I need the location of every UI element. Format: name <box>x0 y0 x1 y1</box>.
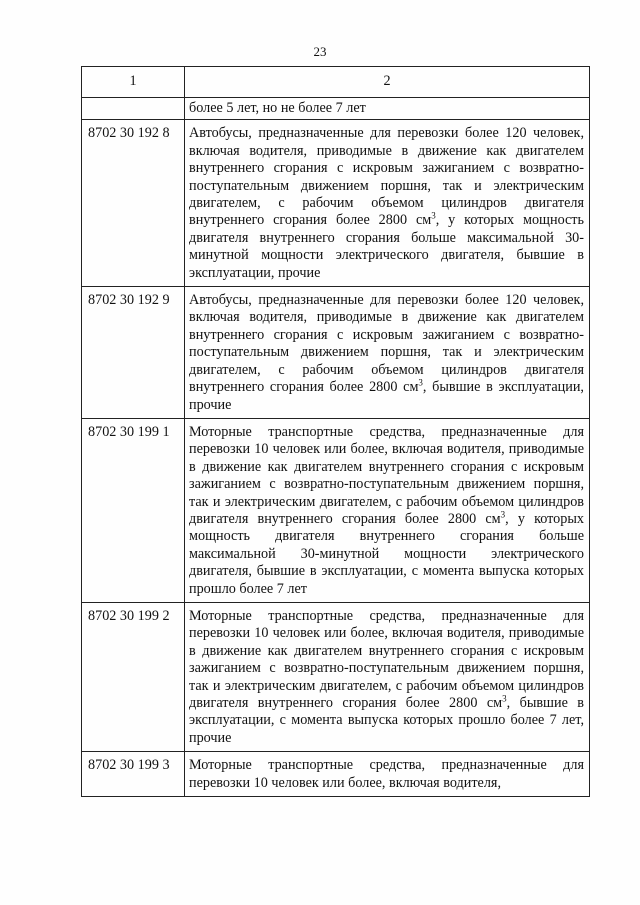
description-text: Моторные транспортные средства, предназначенные для перевозки 10 человек или более, включая водителя, <box>189 757 584 791</box>
commodity-code: 8702 30 199 3 <box>82 752 185 797</box>
description-text-tail: , бывшие в эксплуатации, с момента выпуска которых прошло более 7 лет, прочие <box>189 695 584 746</box>
description-text: Автобусы, предназначенные для перевозки более 120 человек, включая водителя, приводимые в движение как двигателем внутреннего сгорания с искровым зажиганием с возвратно-поступательным движением поршня, так и электрическим двигателем, с рабочим объемом цилиндров двигателя внутреннего сгорания более 2800 см <box>189 125 584 229</box>
table-header-row <box>82 67 590 98</box>
description-text-tail: , у которых мощность двигателя внутреннего сгорания больше максимальной 30-минутной мощности электрического двигателя, бывшие в эксплуатации, с момента выпуска которых прошло более 7 лет <box>189 510 584 597</box>
commodity-description <box>185 418 590 602</box>
table-row <box>82 602 590 751</box>
unit-superscript: 3 <box>418 377 423 388</box>
commodity-code: 8702 30 199 1 <box>82 418 185 602</box>
unit-superscript: 3 <box>500 509 506 520</box>
description-text: Моторные транспортные средства, предназначенные для перевозки 10 человек или более, включая водителя, приводимые в движение как двигателем внутреннего сгорания с искровым зажиганием с возвратно-поступательным движением поршня, так и электрическим двигателем, с рабочим объемом цилиндров двигателя внутреннего сгорания более 2800 см <box>189 423 584 527</box>
continuation-text: более 5 лет, но не более 7 лет <box>185 98 590 120</box>
description-text-tail: , бывшие в эксплуатации, прочие <box>189 379 584 413</box>
unit-superscript: 3 <box>502 693 507 704</box>
description-text: Автобусы, предназначенные для перевозки более 120 человек, включая водителя, приводимые в движение как двигателем внутреннего сгорания с искровым зажиганием с возвратно-поступательным движением поршня, так и электрическим двигателем, с рабочим объемом цилиндров двигателя внутреннего сгорания более 2800 см <box>189 292 584 396</box>
table-row <box>82 418 590 602</box>
tariff-table <box>81 66 590 797</box>
description-text-tail: , у которых мощность двигателя внутреннего сгорания больше максимальной 30-минутной мощности электрического двигателя, бывшие в эксплуатации, прочие <box>189 212 584 281</box>
commodity-description <box>185 602 590 751</box>
page-number: 23 <box>313 44 327 59</box>
commodity-code: 8702 30 192 9 <box>82 287 185 419</box>
commodity-description <box>185 752 590 797</box>
table-row <box>82 120 590 287</box>
unit-superscript: 3 <box>431 210 436 221</box>
continuation-row <box>82 98 590 120</box>
continuation-code-cell <box>82 98 185 120</box>
commodity-code: 8702 30 192 8 <box>82 120 185 287</box>
commodity-code: 8702 30 199 2 <box>82 602 185 751</box>
column-header-1: 1 <box>82 67 185 98</box>
table-row <box>82 287 590 419</box>
commodity-description <box>185 287 590 419</box>
description-text: Моторные транспортные средства, предназначенные для перевозки 10 человек или более, включая водителя, приводимые в движение как двигателем внутреннего сгорания с искровым зажиганием с возвратно-поступательным движением поршня, так и электрическим двигателем, с рабочим объемом цилиндров двигателя внутреннего сгорания более 2800 см <box>189 607 584 711</box>
column-header-2: 2 <box>185 67 590 98</box>
table-row <box>82 752 590 797</box>
commodity-description <box>185 120 590 287</box>
